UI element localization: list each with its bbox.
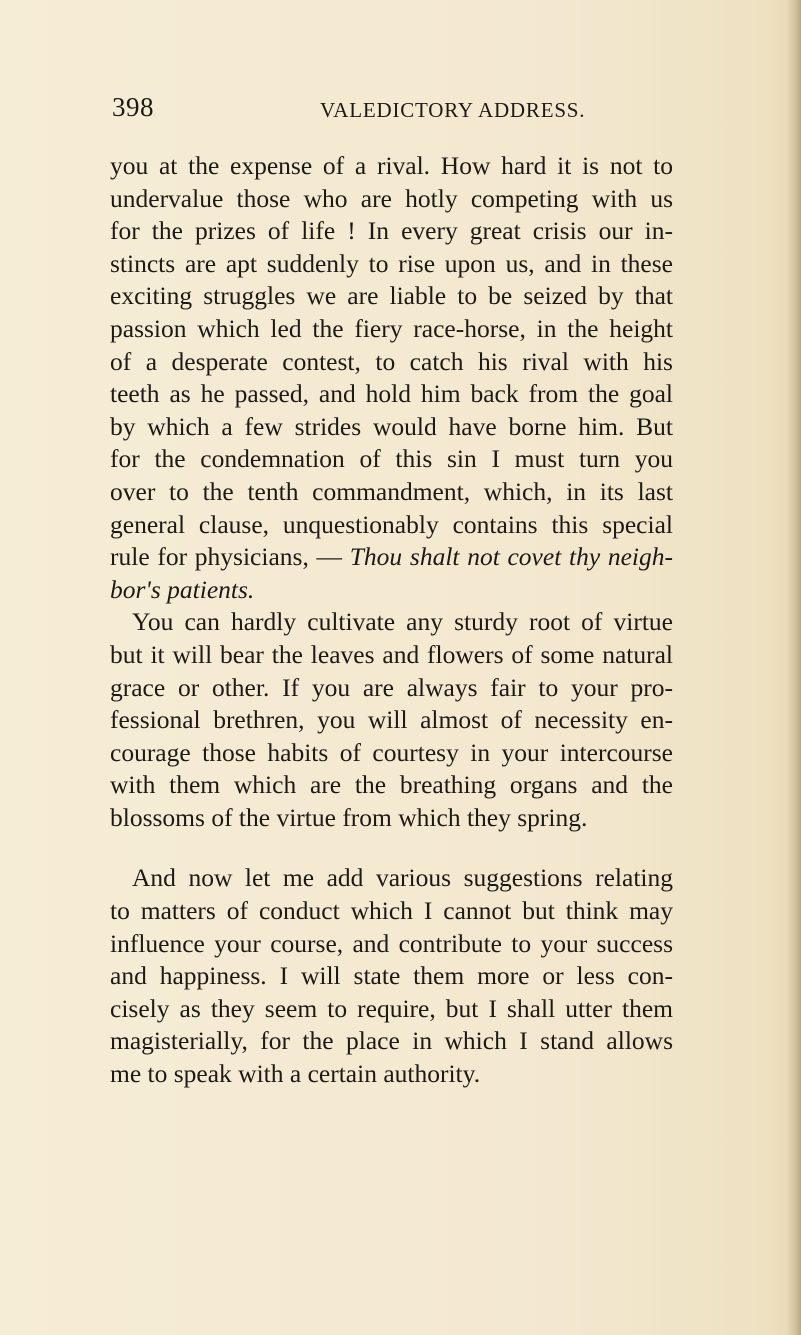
text-line: me to speak with a certain authority. xyxy=(110,1059,481,1089)
text-line: stincts are apt suddenly to rise upon us, and in these xyxy=(110,248,673,278)
text-line: cisely as they seem to require, but I shall utter them xyxy=(110,993,673,1023)
text-line: magisterially, for the place in which I stand allows xyxy=(110,1026,673,1056)
text-line: undervalue those who are hotly competing with us xyxy=(110,183,673,213)
commandment-quote: Thou shalt not covet thy neigh- xyxy=(349,542,673,572)
paragraph-2 xyxy=(110,606,673,834)
text-line: influence your course, and contribute to your success xyxy=(110,928,673,958)
text-line: to matters of conduct which I cannot but think may xyxy=(110,896,673,926)
page-edge-shadow xyxy=(787,0,801,1335)
text-line: teeth as he passed, and hold him back from the goal xyxy=(110,379,673,409)
text-line: for the condemnation of this sin I must turn you xyxy=(110,444,673,474)
text-line: courage those habits of courtesy in your intercourse xyxy=(110,737,673,767)
page-header xyxy=(112,92,672,132)
body-text xyxy=(110,150,673,1091)
text-line: by which a few strides would have borne him. But xyxy=(110,411,673,441)
commandment-quote-end: bor's patients. xyxy=(110,574,255,604)
text-line: for the prizes of life ! In every great crisis our in- xyxy=(110,216,673,246)
line-prefix: rule for physicians, — xyxy=(110,542,350,572)
text-line: You can hardly cultivate any sturdy root of virtue xyxy=(132,607,673,637)
paragraph-3 xyxy=(110,862,673,1090)
paragraph-1 xyxy=(110,150,673,606)
text-line: exciting struggles we are liable to be seized by that xyxy=(110,281,673,311)
text-line: general clause, unquestionably contains this special xyxy=(110,509,673,539)
text-line: you at the expense of a rival. How hard it is not to xyxy=(110,151,673,180)
page-number: 398 xyxy=(112,92,154,122)
text-line: but it will bear the leaves and flowers of some natural xyxy=(110,639,673,669)
text-line: with them which are the breathing organs and the xyxy=(110,770,673,800)
running-head: VALEDICTORY ADDRESS. xyxy=(320,98,586,122)
text-line: grace or other. If you are always fair to your pro- xyxy=(110,672,673,702)
text-line xyxy=(110,541,673,574)
text-line: fessional brethren, you will almost of necessity en- xyxy=(110,705,673,735)
text-line: over to the tenth commandment, which, in its last xyxy=(110,476,673,506)
text-line: blossoms of the virtue from which they spring. xyxy=(110,802,588,832)
text-line xyxy=(110,574,673,607)
text-line: And now let me add various suggestions relating xyxy=(132,863,673,893)
paragraph-gap xyxy=(110,834,673,862)
text-line: passion which led the fiery race-horse, in the height xyxy=(110,313,673,343)
text-line: and happiness. I will state them more or less con- xyxy=(110,961,673,991)
text-line: of a desperate contest, to catch his rival with his xyxy=(110,346,673,376)
